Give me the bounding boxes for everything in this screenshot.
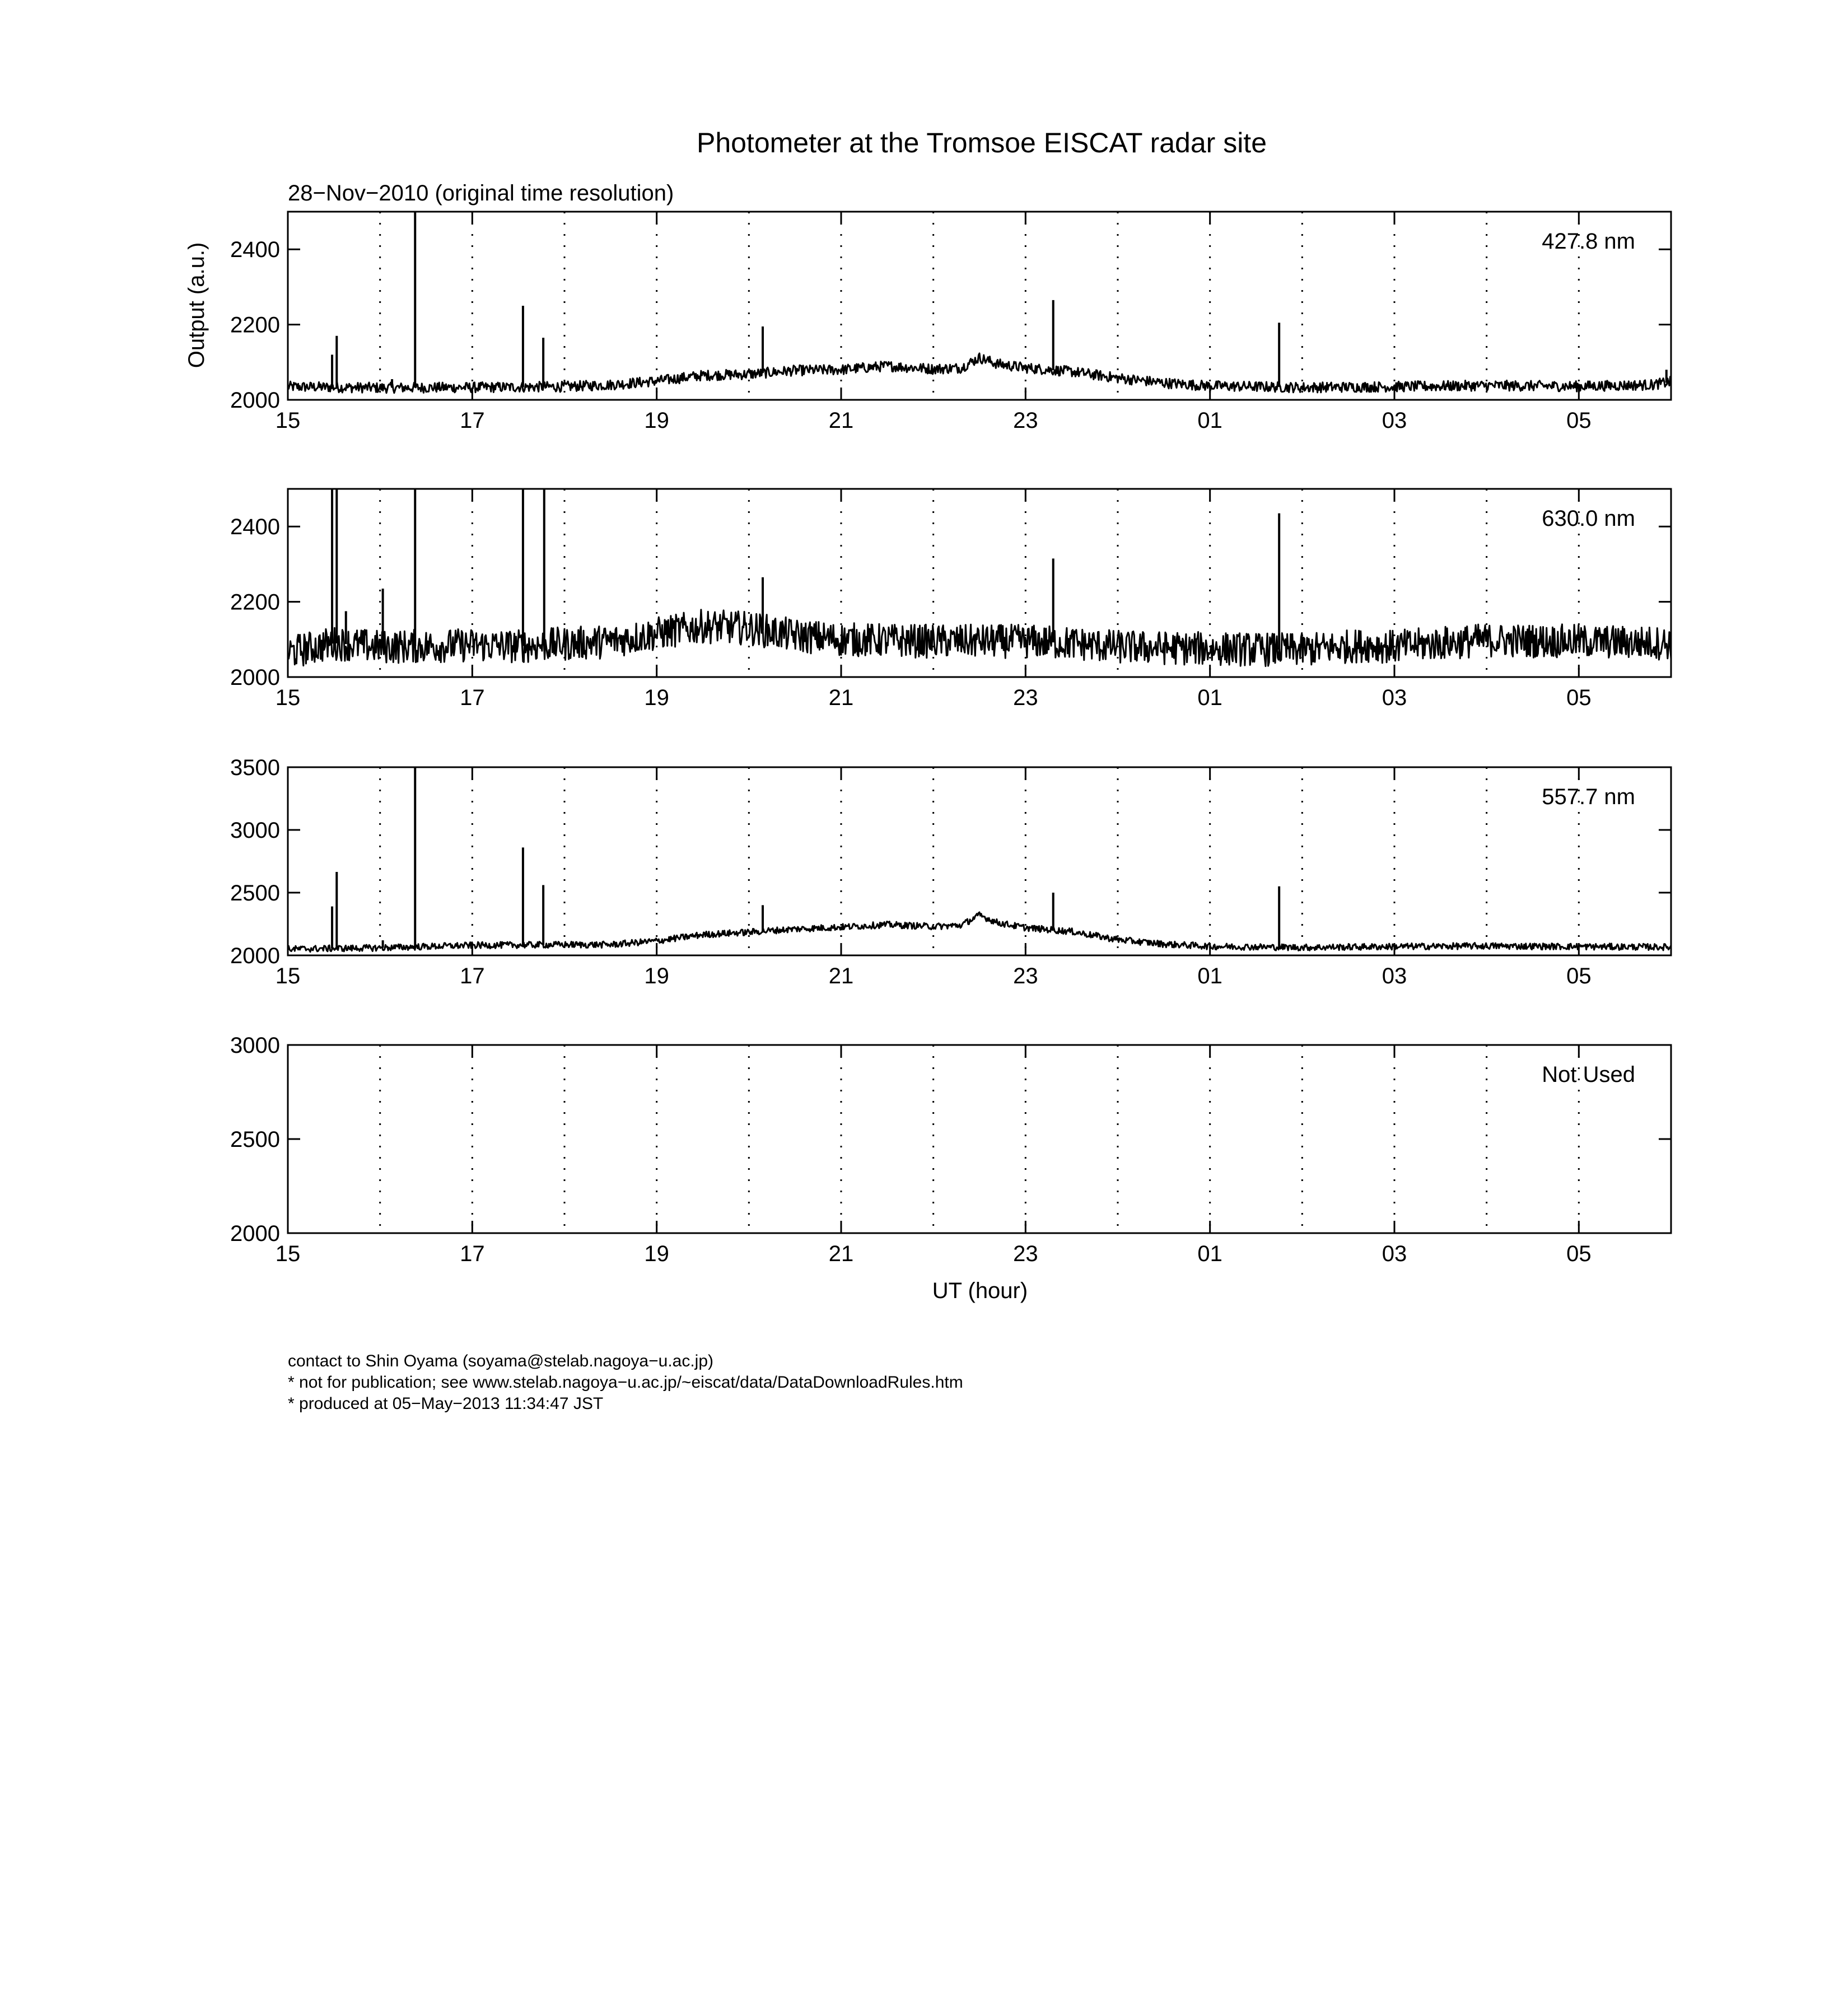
y-axis-label: Output (a.u.) xyxy=(184,242,209,368)
y-tick-label: 2000 xyxy=(230,665,280,690)
y-tick-label: 3000 xyxy=(230,818,280,843)
x-tick-label: 17 xyxy=(460,408,485,433)
channel-label: 557.7 nm xyxy=(1542,785,1635,809)
panels-group xyxy=(230,212,1671,1266)
series-line xyxy=(288,610,1671,666)
plot-frame xyxy=(288,212,1671,400)
x-tick-label: 05 xyxy=(1566,1242,1592,1266)
x-tick-label: 15 xyxy=(275,685,301,710)
x-tick-label: 03 xyxy=(1382,964,1407,988)
x-tick-label: 01 xyxy=(1197,964,1222,988)
y-tick-label: 3000 xyxy=(230,1033,280,1058)
x-tick-label: 03 xyxy=(1382,408,1407,433)
series-line xyxy=(288,912,1671,952)
channel-label: Not Used xyxy=(1542,1062,1635,1087)
contact-note: contact to Shin Oyama (soyama@stelab.nagoya−u.ac.jp) xyxy=(288,1352,714,1370)
footer-notes xyxy=(288,1351,963,1415)
series-line xyxy=(288,353,1671,393)
x-tick-label: 21 xyxy=(828,408,854,433)
x-tick-label: 01 xyxy=(1197,685,1222,710)
y-tick-label: 3500 xyxy=(230,755,280,780)
panel-2 xyxy=(230,489,1671,710)
x-tick-label: 23 xyxy=(1013,964,1038,988)
x-tick-label: 19 xyxy=(644,1242,669,1266)
plot-frame xyxy=(288,1045,1671,1233)
x-tick-label: 01 xyxy=(1197,408,1222,433)
x-tick-label: 05 xyxy=(1566,685,1592,710)
y-tick-label: 2000 xyxy=(230,1221,280,1246)
y-tick-label: 2500 xyxy=(230,881,280,906)
y-tick-label: 2200 xyxy=(230,590,280,615)
x-tick-label: 03 xyxy=(1382,685,1407,710)
y-tick-label: 2200 xyxy=(230,312,280,338)
chart-subtitle: 28−Nov−2010 (original time resolution) xyxy=(288,181,674,206)
channel-label: 427.8 nm xyxy=(1542,229,1635,254)
x-tick-label: 21 xyxy=(828,964,854,988)
x-tick-label: 21 xyxy=(828,685,854,710)
x-tick-label: 15 xyxy=(275,964,301,988)
y-tick-label: 2000 xyxy=(230,388,280,413)
channel-label: 630.0 nm xyxy=(1542,506,1635,531)
y-tick-label: 2400 xyxy=(230,515,280,540)
panel-4 xyxy=(230,1033,1671,1266)
produced-note: * produced at 05−May−2013 11:34:47 JST xyxy=(288,1394,604,1413)
x-tick-label: 05 xyxy=(1566,408,1592,433)
x-tick-label: 23 xyxy=(1013,408,1038,433)
x-tick-label: 19 xyxy=(644,685,669,710)
y-tick-label: 2500 xyxy=(230,1127,280,1152)
x-tick-label: 17 xyxy=(460,964,485,988)
y-tick-label: 2400 xyxy=(230,237,280,263)
x-tick-label: 21 xyxy=(828,1242,854,1266)
x-tick-label: 23 xyxy=(1013,1242,1038,1266)
x-tick-label: 03 xyxy=(1382,1242,1407,1266)
x-tick-label: 15 xyxy=(275,408,301,433)
x-tick-label: 17 xyxy=(460,685,485,710)
panel-1 xyxy=(230,212,1671,433)
x-axis-label: UT (hour) xyxy=(932,1278,1028,1303)
publication-note: * not for publication; see www.stelab.nagoya−u.ac.jp/~eiscat/data/DataDownloadRules.htm xyxy=(288,1373,963,1392)
x-tick-label: 15 xyxy=(275,1242,301,1266)
y-tick-label: 2000 xyxy=(230,944,280,968)
x-tick-label: 19 xyxy=(644,408,669,433)
x-tick-label: 05 xyxy=(1566,964,1592,988)
plot-frame xyxy=(288,767,1671,955)
x-tick-label: 01 xyxy=(1197,1242,1222,1266)
chart-title: Photometer at the Tromsoe EISCAT radar site xyxy=(696,127,1267,158)
x-tick-label: 19 xyxy=(644,964,669,988)
x-tick-label: 17 xyxy=(460,1242,485,1266)
x-tick-label: 23 xyxy=(1013,685,1038,710)
panel-3 xyxy=(230,755,1671,988)
